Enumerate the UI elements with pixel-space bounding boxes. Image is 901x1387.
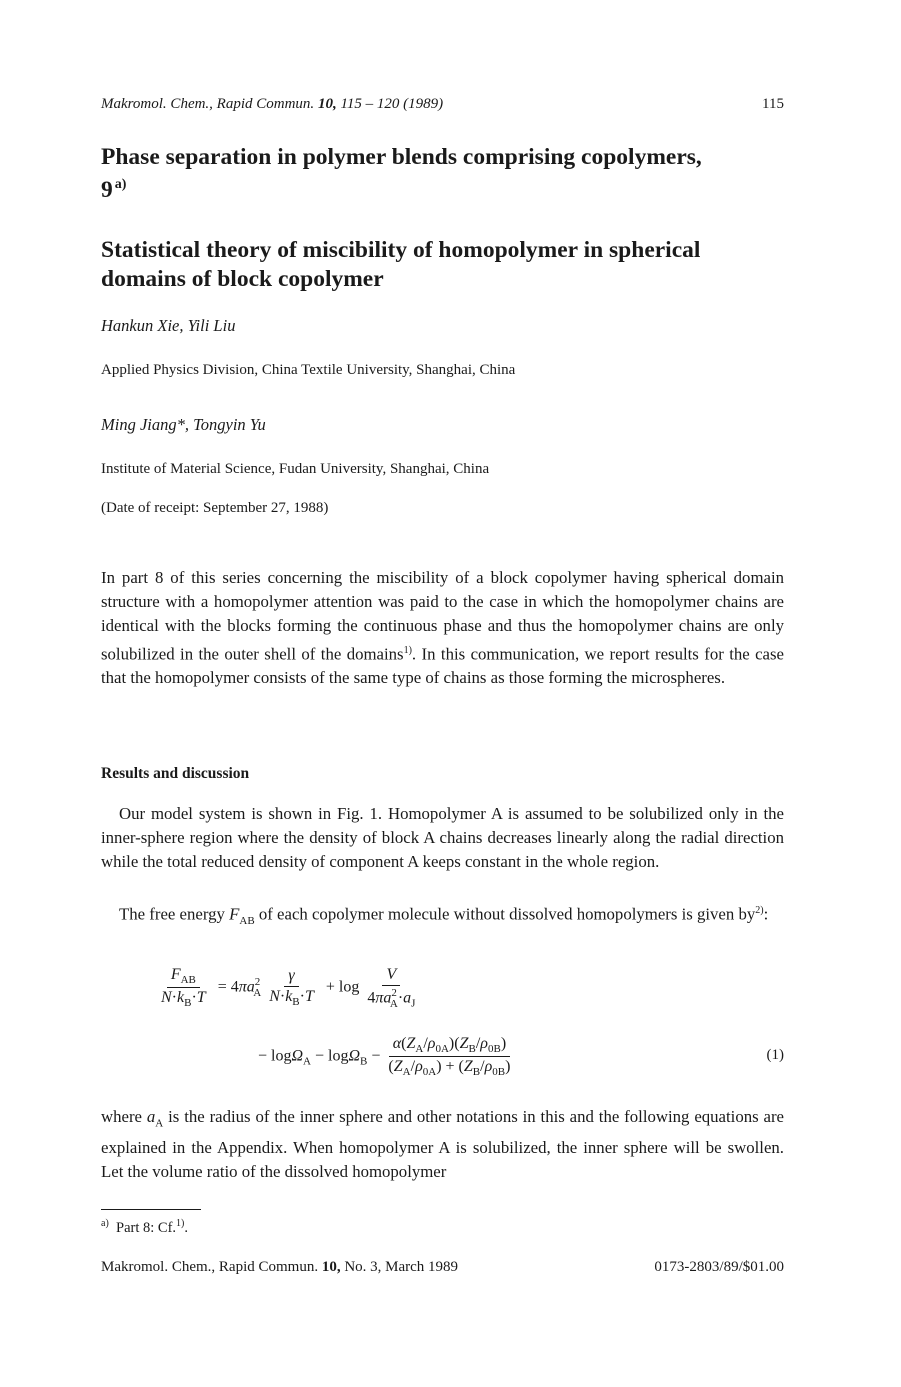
page-number: 115 (762, 96, 784, 112)
footer-citation: Makromol. Chem., Rapid Commun. 10, No. 3, March 1989 (101, 1259, 459, 1275)
affiliation-2: Institute of Material Science, Fudan University, Shanghai, China (101, 461, 490, 477)
abstract: In part 8 of this series concerning the miscibility of a block copolymer having spherical domain structure with a homopolymer attention was paid to the case in which the homopolymer chains are identical with the blocks forming the continuous phase and thus the homopolymer chains are only solubilized in the outer shell of the domains$^{1)}$. In this communication, we report results for the case that the homopolymer consists of the same type of chains as those forming the microspheres. (101, 568, 784, 688)
fraction-alpha: $\frac{\alpha(Z_A/\rho_{0A})(Z_B/\rho_{0B})}{(Z_A/\rho_{0A}) + (Z_B/\rho_{0B})}$ (388, 1035, 511, 1079)
equation-1-line-1: $\frac{F_{AB}}{N\cdot k_B\cdot T}$ = $4\pi a^2_A$ $\frac{\gamma}{N\cdot k_B\cdot T}$ + log $\frac{V}{4\pi a^2_A\cdot a_J}$ (157, 966, 419, 1010)
equation-number: (1) (766, 1047, 784, 1063)
receipt-date: (Date of receipt: September 27, 1988) (101, 500, 329, 516)
journal-name: Makromol. Chem., Rapid Commun. (101, 96, 315, 112)
series-title: Phase separation in polymer blends comprising copolymers, 9 $^{a)}$ (101, 144, 702, 203)
footnote-marker: a) (101, 1218, 109, 1229)
footnote: $^{a)}$ Part 8: Cf.$^{1)}$. (101, 1218, 189, 1236)
paragraph-2: The free energy $F_{AB}$ of each copolymer molecule without dissolved homopolymers is given $by^{2)}$: (119, 904, 769, 927)
fraction-gamma: $\frac{\gamma}{N\cdot k_B\cdot T}$ (269, 967, 314, 1009)
volume: 10, (317, 96, 337, 112)
part-footnote-marker: a) (114, 177, 127, 192)
authors-group-2: Ming Jiang*, Tongyin Yu (101, 415, 266, 434)
pages-year: 115 – 120 (1989) (340, 96, 444, 112)
article-title: Statistical theory of miscibility of homopolymer in spherical domains of block copolymer (101, 237, 701, 292)
equation-1-line-2: − logΩ$_A$ − logΩ$_B$ − $\frac{\alpha(Z_A/\rho_{0A})(Z_B/\rho_{0B})}{(Z_A/\rho_{0A}) + (Z_B/\rho_{0B})}$ (258, 1035, 514, 1078)
reference-marker: 1) (403, 644, 412, 656)
section-heading: Results and discussion (101, 765, 250, 782)
paragraph-3: where $a_A$ is the radius of the inner sphere and other notations in this and the following equations are explained in the Appendix. When homopolymer A is solubilized, the inner sphere will be swollen. Let the volume ratio of the dissolved homopolymer (101, 1107, 784, 1181)
fraction-volume: $\frac{V}{4\pi a^2_A\cdot a_J}$ (367, 966, 416, 1010)
fraction-f-ab: $\frac{F_{AB}}{N\cdot k_B\cdot T}$ (161, 966, 206, 1010)
authors-group-1: Hankun Xie, Yili Liu (101, 316, 236, 335)
affiliation-1: Applied Physics Division, China Textile University, Shanghai, China (101, 362, 516, 378)
footnote-rule (101, 1209, 201, 1210)
footer-code: 0173-2803/89/$01.00 (654, 1259, 784, 1275)
paragraph-1: Our model system is shown in Fig. 1. Homopolymer A is assumed to be solubilized only in the inner-sphere region where the density of block A chains decreases linearly along the radial direction while the total reduced density of component A keeps constant in the whole region. (101, 804, 784, 872)
part-number: 9 (101, 176, 113, 203)
running-header (101, 96, 443, 113)
